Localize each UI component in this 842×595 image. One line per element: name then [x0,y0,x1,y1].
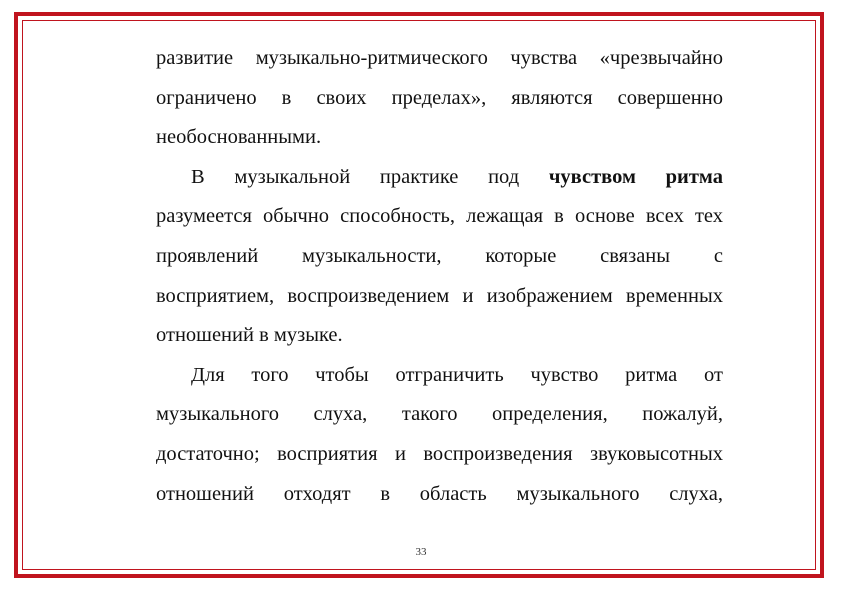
text-line: развитие музыкально-ритмического чувства «чрезвычайно [156,47,723,69]
text-line: отношений отходят в область музыкального слуха, [156,482,723,505]
emphasized-term: чувством ритма [548,165,723,188]
text-line-prefix: В музыкальной практике под [191,165,549,188]
text-line: Для того чтобы отграничить чувство ритма от [191,363,723,386]
text-line: отношений в музыке. [156,324,343,347]
page-number: 33 [415,546,427,558]
text-line: проявлений музыкальности, которые связаны с [156,244,723,267]
text-line: восприятием, воспроизведением и изображением временных [156,284,723,307]
text-line: достаточно; восприятия и воспроизведения звуковысотных [156,442,723,465]
body-text [156,39,723,514]
text-line [156,158,723,198]
text-line: музыкального слуха, такого определения, пожалуй, [156,403,723,426]
text-line: разумеется обычно способность, лежащая в основе всех тех [156,205,723,228]
text-line: ограничено в своих пределах», являются совершенно [156,86,723,109]
text-line: необоснованными. [156,126,322,149]
